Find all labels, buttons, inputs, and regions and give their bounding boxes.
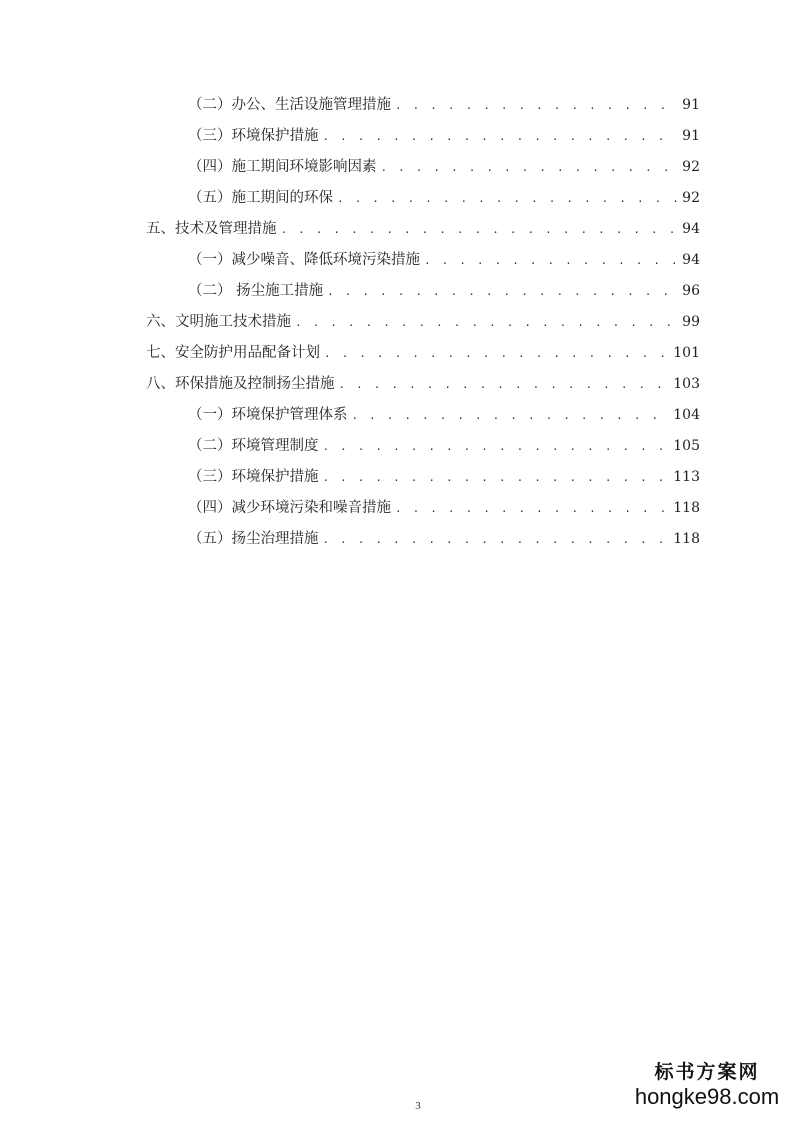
- toc-entry-page: 113: [673, 469, 700, 485]
- toc-entry-title: （二） 扬尘施工措施: [188, 283, 324, 299]
- toc-entry[interactable]: [146, 311, 700, 333]
- watermark-logo: [632, 1060, 782, 1110]
- page-number: 3: [415, 1100, 421, 1112]
- watermark-domain: hongke98.com: [634, 1084, 780, 1109]
- toc-entry[interactable]: [188, 249, 700, 271]
- toc-entry-title: （四）减少环境污染和噪音措施: [188, 500, 391, 516]
- toc-entry-title: （三）环境保护措施: [188, 469, 319, 485]
- toc-entry-title: 五、技术及管理措施: [146, 221, 277, 237]
- toc-entry-page: 94: [682, 252, 700, 268]
- toc-dot-leader: [352, 405, 670, 427]
- toc-entry-page: 118: [673, 500, 700, 516]
- watermark-title: 标书方案网: [654, 1061, 760, 1083]
- toc-entry-page: 103: [673, 376, 700, 392]
- toc-entry[interactable]: [188, 280, 700, 302]
- toc-dot-leader: [381, 157, 679, 179]
- toc-entry-title: （五）扬尘治理措施: [188, 531, 319, 547]
- toc-entry-title: 七、安全防护用品配备计划: [146, 345, 320, 361]
- toc-entry-title: 八、环保措施及控制扬尘措施: [146, 376, 335, 392]
- toc-entry[interactable]: [188, 156, 700, 178]
- toc-dot-leader: [337, 188, 678, 210]
- toc-entry-title: （二）办公、生活设施管理措施: [188, 97, 391, 113]
- toc-entry-page: 92: [682, 159, 700, 175]
- toc-entry[interactable]: [188, 528, 700, 550]
- toc-entry-page: 105: [673, 438, 700, 454]
- toc-entry-title: （五）施工期间的环保: [188, 190, 333, 206]
- toc-entry-page: 99: [682, 314, 700, 330]
- toc-entry[interactable]: [146, 342, 700, 364]
- toc-entry-page: 94: [682, 221, 700, 237]
- toc-entry-page: 96: [682, 283, 700, 299]
- toc-entry[interactable]: [188, 404, 700, 426]
- toc-entry[interactable]: [188, 435, 700, 457]
- toc-entry-title: 六、文明施工技术措施: [146, 314, 291, 330]
- toc-entry-title: （四）施工期间环境影响因素: [188, 159, 377, 175]
- toc-dot-leader: [395, 498, 669, 520]
- toc-entry-title: （一）减少噪音、降低环境污染措施: [188, 252, 420, 268]
- toc-dot-leader: [395, 95, 678, 117]
- toc-entry-page: 91: [682, 97, 700, 113]
- toc-entry[interactable]: [188, 497, 700, 519]
- toc-entry[interactable]: [146, 373, 700, 395]
- toc-entry[interactable]: [188, 94, 700, 116]
- toc-dot-leader: [327, 281, 678, 303]
- toc-dot-leader: [339, 374, 670, 396]
- toc-dot-leader: [323, 126, 679, 148]
- toc-entry[interactable]: [188, 125, 700, 147]
- toc-dot-leader: [323, 436, 670, 458]
- toc-entry-page: 118: [673, 531, 700, 547]
- toc-dot-leader: [323, 467, 670, 489]
- toc-entry-title: （一）环境保护管理体系: [188, 407, 348, 423]
- toc-entry-page: 104: [673, 407, 700, 423]
- toc-dot-leader: [323, 529, 670, 551]
- toc-dot-leader: [324, 343, 669, 365]
- toc-entry-page: 92: [682, 190, 700, 206]
- toc-entry-title: （三）环境保护措施: [188, 128, 319, 144]
- toc-entry-title: （二）环境管理制度: [188, 438, 319, 454]
- toc-entry-page: 91: [682, 128, 700, 144]
- toc-dot-leader: [295, 312, 678, 334]
- toc-dot-leader: [424, 250, 678, 272]
- toc-entry-page: 101: [673, 345, 700, 361]
- toc-entry[interactable]: [146, 218, 700, 240]
- toc-entry[interactable]: [188, 187, 700, 209]
- toc-entry[interactable]: [188, 466, 700, 488]
- toc-dot-leader: [281, 219, 679, 241]
